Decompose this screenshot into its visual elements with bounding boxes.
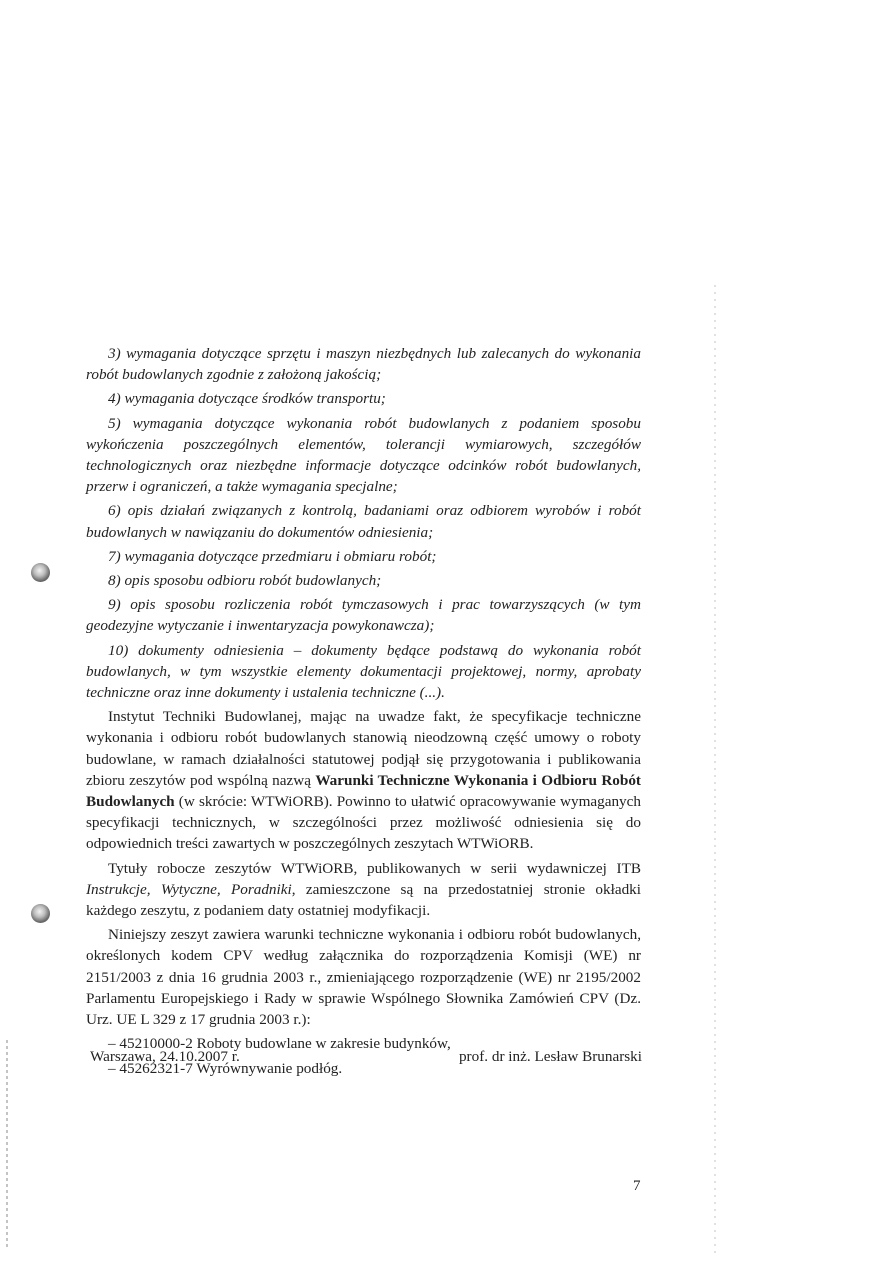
- list-item-9: 9) opis sposobu rozliczenia robót tymczasowych i prac towarzyszących (w tym geodezyjne wytyczanie i inwentaryzacja powykonawcza);: [86, 596, 641, 635]
- list-item-4: 4) wymagania dotyczące środków transportu;: [108, 390, 386, 408]
- paragraph-text: (w skrócie: WTWiORB). Powinno to ułatwić opracowywanie wymaganych specyfikacji technicznych, w szczególności przez możliwość odniesienia się do odpowiednich treści zawartych w poszczególnych zeszytach WTWiORB.: [86, 793, 641, 853]
- list-item-6: 6) opis działań związanych z kontrolą, badaniami oraz odbiorem wyrobów i robót budowlanych w nawiązaniu do dokumentów odniesienia;: [86, 502, 641, 541]
- paragraph-text: Tytuły robocze zeszytów WTWiORB, publikowanych w serii wydawniczej ITB: [108, 859, 641, 877]
- cpv-item: – 45262321-7 Wyrównywanie podłóg.: [108, 1059, 343, 1077]
- list-item-5: 5) wymagania dotyczące wykonania robót budowlanych z podaniem sposobu wykończenia poszczególnych elementów, tolerancji wymiarowych, szczegółów technologicznych oraz niezbędne informacje dotyczące odcinków robót budowlanych, przerw i ograniczeń, a także wymagania specjalne;: [86, 414, 641, 496]
- series-title: Instrukcje, Wytyczne, Poradniki: [86, 880, 292, 898]
- body-text: [86, 343, 641, 1079]
- cpv-item: – 45210000-2 Roboty budowlane w zakresie budynków,: [108, 1035, 451, 1053]
- paragraph-itb-intro: [86, 706, 641, 854]
- scan-edge-mark: [714, 285, 716, 1255]
- list-item-3: 3) wymagania dotyczące sprzętu i maszyn niezbędnych lub zalecanych do wykonania robót budowlanych zgodnie z założoną jakością;: [86, 345, 641, 384]
- signature-line: [90, 1048, 642, 1066]
- paragraph-scope: Niniejszy zeszyt zawiera warunki techniczne wykonania i odbioru robót budowlanych, określonych kodem CPV według załącznika do rozporządzenia Komisji (WE) nr 2151/2003 z dnia 16 grudnia 2003 r., zmieniającego rozporządzenie (WE) nr 2195/2002 Parlamentu Europejskiego i Rady w sprawie Wspólnego Słownika Zamówień CPV (Dz. Urz. UE L 329 z 17 grudnia 2003 r.):: [86, 926, 641, 1029]
- author-name: prof. dr inż. Lesław Brunarski: [458, 1048, 642, 1065]
- list-item-10: 10) dokumenty odniesienia – dokumenty będące podstawą do wykonania robót budowlanych, w tym wszystkie elementy dokumentacji projektowej, normy, aprobaty techniczne oraz inne dokumenty i ustalenia techniczne (...).: [86, 641, 641, 702]
- paragraph-titles: [86, 858, 641, 922]
- punch-hole: [31, 563, 50, 582]
- scan-edge-mark: [6, 1040, 8, 1250]
- page-number: 7: [633, 1178, 641, 1194]
- paragraph-text: , zamieszczone są na przedostatniej stronie okładki każdego zeszytu, z podaniem daty ostatniej modyfikacji.: [86, 880, 641, 920]
- list-item-8: 8) opis sposobu odbioru robót budowlanych;: [108, 572, 382, 590]
- punch-hole: [31, 904, 50, 923]
- paragraph-text: Instytut Techniki Budowlanej, mając na uwadze fakt, że specyfikacje techniczne wykonania i odbioru robót budowlanych stanowią nieodzowną część umowy o roboty budowlane, w ramach działalności statutowej podjął się przygotowania i publikowania zbioru zeszytów pod wspólną nazwą: [86, 708, 641, 789]
- series-name: Warunki Techniczne Wykonania i Odbioru Robót Budowlanych: [86, 771, 641, 811]
- list-item-7: 7) wymagania dotyczące przedmiaru i obmiaru robót;: [108, 547, 437, 565]
- place-date: Warszawa, 24.10.2007 r.: [90, 1048, 240, 1065]
